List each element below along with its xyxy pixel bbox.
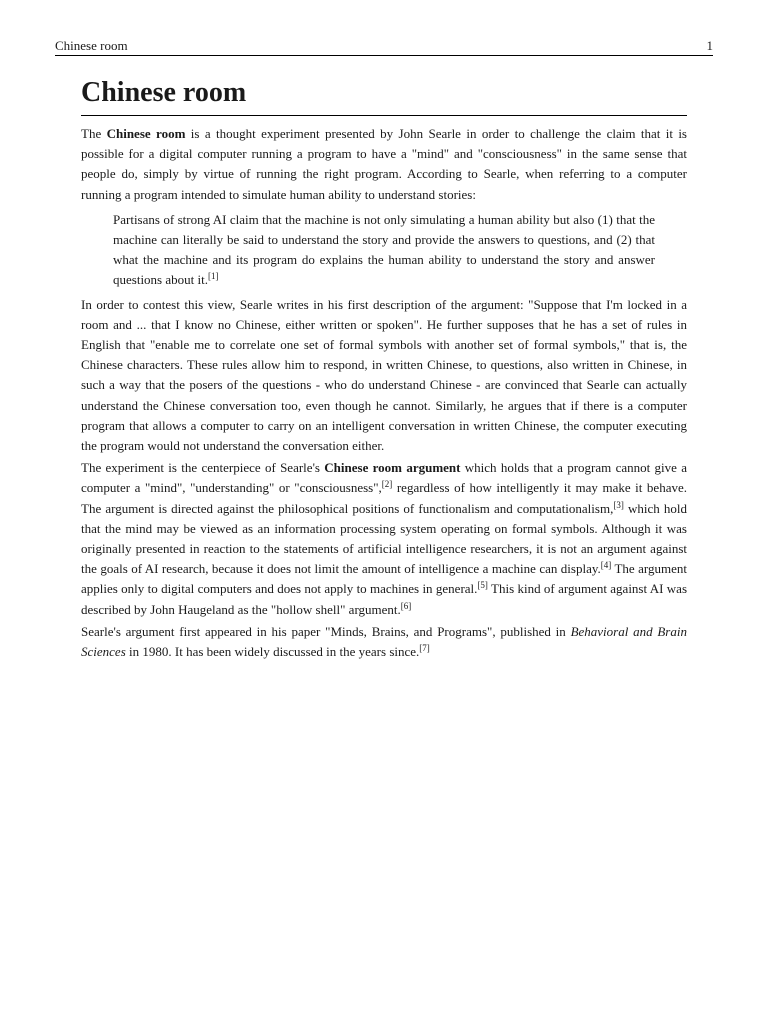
- citation-5[interactable]: [5]: [477, 580, 488, 591]
- searle-quote: [81, 210, 655, 291]
- argument-bold-term: Chinese room argument: [324, 460, 461, 476]
- intro-bold-term: Chinese room: [106, 126, 186, 141]
- centerpiece-text-e: which hold that the mind may be viewed as an information processing system operating on formal symbols. Although it was originally presented in reaction to the statements of artificial intelligence researchers, it is not an argument against the goals of AI research, because it does not limit the amount of intelligence a machine can display.: [81, 500, 688, 577]
- article-body: [81, 76, 687, 662]
- centerpiece-text-c: which holds that a program cannot give a computer a "mind", "understanding" or "consciousness",: [81, 460, 687, 496]
- citation-4[interactable]: [4]: [600, 560, 612, 571]
- citation-2[interactable]: [2]: [381, 479, 393, 490]
- running-header-title: Chinese room: [55, 38, 128, 53]
- citation-7[interactable]: [7]: [419, 643, 430, 654]
- centerpiece-text-f: The argument applies only to digital computers and does not apply to machines in general.: [81, 561, 687, 597]
- intro-paragraph: [81, 124, 687, 205]
- intro-text-start: The: [81, 126, 107, 141]
- page-title: Chinese room: [81, 76, 687, 116]
- citation-6[interactable]: [6]: [400, 600, 412, 611]
- publication-text-b: in 1980. It has been widely discussed in the years since.: [125, 644, 420, 660]
- quote-text: Partisans of strong AI claim that the machine is not only simulating a human ability but also (1) that the machine can literally be said to understand the story and provide the answers to questions, and (2) that what the machine and its program do explains the human ability to understand the story and answer questions about it.: [113, 211, 655, 288]
- citation-1[interactable]: [1]: [207, 271, 219, 282]
- journal-title: Behavioral and Brain Sciences: [81, 623, 687, 660]
- publication-text-a: Searle's argument first appeared in his paper "Minds, Brains, and Programs", published in: [81, 623, 571, 639]
- intro-text-rest: is a thought experiment presented by John Searle in order to challenge the claim that it is possible for a digital computer running a program to have a "mind" and "consciousness" in the same sense that people do, simply by virtue of running the right program. According to Searle, when referring to a computer running a program intended to simulate human ability to understand stories:: [81, 126, 687, 202]
- argument-paragraph: In order to contest this view, Searle writes in his first description of the argument: "Suppose that I'm locked in a room and ... that I know no Chinese, either written or spoken". He further supposes that he has a set of rules in English that "enable me to correlate one set of formal symbols with another set of formal symbols," that is, the Chinese characters. These rules allow him to respond, in written Chinese, to questions, also written in Chinese, in such a way that the posers of the questions - who do understand Chinese - are convinced that Searle can actually understand the Chinese conversation too, even though he cannot. Similarly, he argues that if there is a computer program that allows a computer to carry on an intelligent conversation in written Chinese, the computer executing the program would not understand the conversation either.: [81, 296, 687, 454]
- citation-3[interactable]: [3]: [613, 499, 624, 510]
- running-header: [55, 38, 713, 56]
- page-number: 1: [706, 38, 713, 53]
- centerpiece-text-g: This kind of argument against AI was described by John Haugeland as the "hollow shell" argument.: [81, 581, 687, 617]
- centerpiece-text-a: The experiment is the centerpiece of Searle's: [81, 460, 325, 476]
- centerpiece-paragraph: [81, 458, 687, 620]
- centerpiece-text-d: regardless of how intelligently it may make it behave. The argument is directed against the philosophical positions of functionalism and computationalism,: [81, 480, 687, 516]
- publication-paragraph: [81, 622, 687, 662]
